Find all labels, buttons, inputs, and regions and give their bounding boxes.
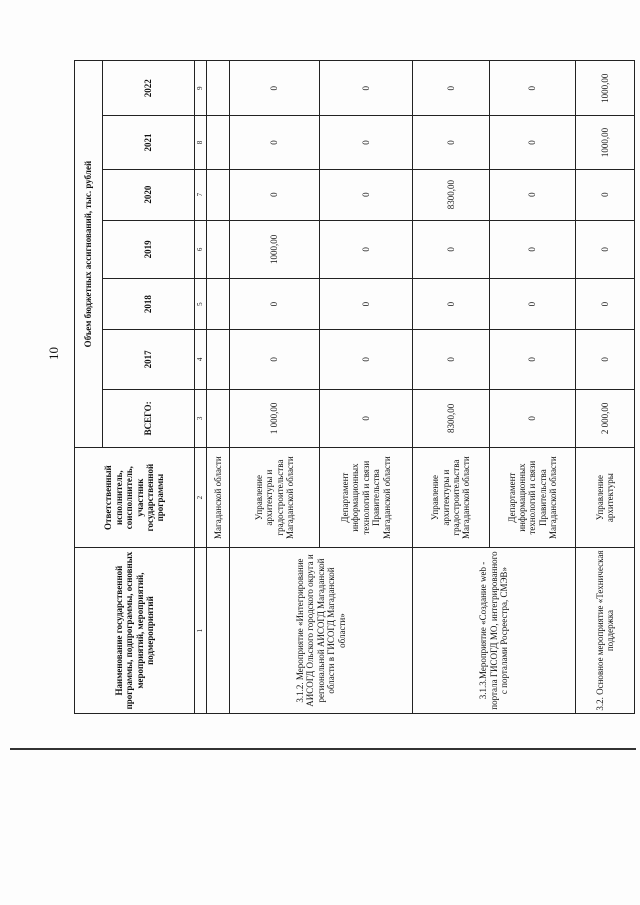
row-value-2022: 0 [490, 61, 576, 116]
index-cell: 5 [195, 279, 207, 330]
row-value-2018 [207, 279, 230, 330]
row-value-2018: 0 [413, 279, 490, 330]
index-cell: 3 [195, 389, 207, 447]
row-value-2021: 0 [320, 116, 413, 169]
header-year-2022: 2022 [103, 61, 195, 116]
row-executor: Департамент информационных технологий и связи Правительства Магаданской области [490, 448, 576, 548]
index-cell: 9 [195, 61, 207, 116]
row-executor: Департамент информационных технологий и связи Правительства Магаданской области [320, 448, 413, 548]
row-total: 8300,00 [413, 389, 490, 447]
row-value-2019: 0 [576, 220, 635, 278]
table-row [576, 61, 635, 714]
row-value-2020 [207, 169, 230, 220]
row-program-name [207, 548, 230, 714]
row-total: 2 000,00 [576, 389, 635, 447]
header-year-2020: 2020 [103, 169, 195, 220]
row-value-2017: 0 [320, 330, 413, 390]
row-program-name: 3.1.3.Мероприятие «Создание web - портала ГИСОГД МО, интегрированного с порталами Росреестра, СМЭВ» [413, 548, 576, 714]
index-cell: 1 [195, 548, 207, 714]
index-cell: 4 [195, 330, 207, 390]
row-value-2017: 0 [490, 330, 576, 390]
row-value-2018: 0 [230, 279, 320, 330]
row-value-2019: 0 [490, 220, 576, 278]
row-total: 0 [490, 389, 576, 447]
header-year-2017: 2017 [103, 330, 195, 390]
header-program-name: Наименование государственной программы, подпрограммы, основных мероприятий, мероприятий, подмероприятий [75, 548, 195, 714]
header-year-2021: 2021 [103, 116, 195, 169]
row-program-name: 3.1.2. Мероприятие «Интегрирование АИСОГД Ольского городского округа и региональной АИСОГД Магаданской области в ГИСОГД Магаданской области» [230, 548, 413, 714]
table-row [207, 61, 230, 714]
table-row [413, 61, 490, 714]
header-year-2018: 2018 [103, 279, 195, 330]
row-program-name: 3.2. Основное мероприятие «Техническая поддержка [576, 548, 635, 714]
header-executor: Ответственный исполнитель, соисполнитель, участник государственной программы [75, 448, 195, 548]
header-year-2019: 2019 [103, 220, 195, 278]
page-number: 10 [46, 347, 61, 360]
row-value-2021: 0 [230, 116, 320, 169]
row-value-2019: 0 [320, 220, 413, 278]
index-cell: 7 [195, 169, 207, 220]
budget-table [74, 60, 635, 714]
row-value-2022 [207, 61, 230, 116]
row-value-2022: 1000,00 [576, 61, 635, 116]
row-value-2017: 0 [230, 330, 320, 390]
table-row [230, 61, 320, 714]
row-value-2019 [207, 220, 230, 278]
row-value-2017: 0 [413, 330, 490, 390]
row-executor: Управление архитектуры [576, 448, 635, 548]
row-total [207, 389, 230, 447]
row-value-2018: 0 [490, 279, 576, 330]
index-cell: 8 [195, 116, 207, 169]
row-value-2020: 0 [320, 169, 413, 220]
header-budget-group: Объем бюджетных ассигнований, тыс. рублей [75, 61, 103, 448]
row-value-2020: 0 [230, 169, 320, 220]
row-value-2022: 0 [320, 61, 413, 116]
row-value-2020: 0 [490, 169, 576, 220]
row-value-2020: 8300,00 [413, 169, 490, 220]
index-cell: 6 [195, 220, 207, 278]
row-value-2018: 0 [576, 279, 635, 330]
row-value-2021: 0 [413, 116, 490, 169]
row-value-2022: 0 [230, 61, 320, 116]
row-value-2017: 0 [576, 330, 635, 390]
row-value-2022: 0 [413, 61, 490, 116]
row-value-2017 [207, 330, 230, 390]
row-executor: Управление архитектуры и градостроительства Магаданской области [230, 448, 320, 548]
header-total: ВСЕГО: [103, 389, 195, 447]
index-cell: 2 [195, 448, 207, 548]
row-executor: Магаданской области [207, 448, 230, 548]
row-total: 0 [320, 389, 413, 447]
row-value-2021: 0 [490, 116, 576, 169]
row-value-2021 [207, 116, 230, 169]
page-divider [10, 748, 636, 750]
row-value-2019: 0 [413, 220, 490, 278]
rotated-table-container [74, 60, 615, 714]
row-executor: Управление архитектуры и градостроительства Магаданской области [413, 448, 490, 548]
row-value-2018: 0 [320, 279, 413, 330]
row-value-2021: 1000,00 [576, 116, 635, 169]
row-value-2019: 1000,00 [230, 220, 320, 278]
row-value-2020: 0 [576, 169, 635, 220]
row-total: 1 000,00 [230, 389, 320, 447]
